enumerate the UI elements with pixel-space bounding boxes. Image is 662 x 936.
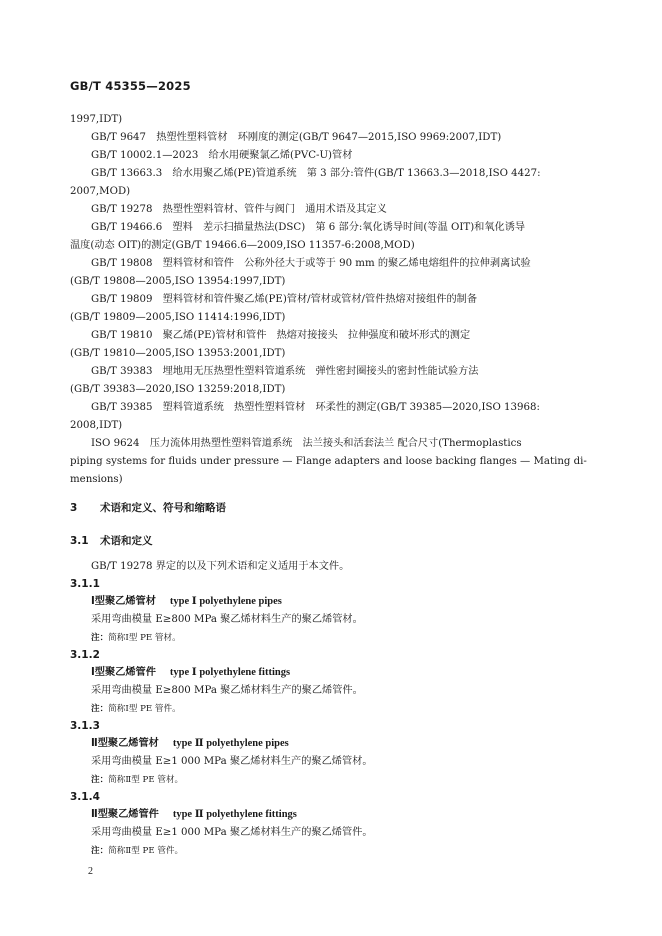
reference-line: piping systems for fluids under pressure — Flange adapters and loose backing flanges — Mating di- [70,456,587,467]
reference-line: GB/T 9647 热塑性塑料管材 环刚度的测定(GB/T 9647—2015,ISO 9969:2007,IDT) [91,132,502,143]
term-definition: 采用弯曲模量 E≥1 000 MPa 聚乙烯材料生产的聚乙烯管材。 [91,756,373,767]
term-note [70,842,592,860]
reference-line: (GB/T 19809—2005,ISO 11414:1996,IDT) [70,312,286,323]
note-text: 简称Ⅱ型 PE 管件。 [108,846,184,856]
reference-line: 1997,IDT) [70,114,123,125]
term-zh: Ⅱ型聚乙烯管件 [91,809,159,820]
term-note [70,771,592,789]
term-zh: Ⅰ型聚乙烯管件 [91,667,156,678]
section-3-heading [70,500,226,515]
term-entry [70,788,592,860]
note-text: 简称Ⅱ型 PE 管材。 [108,775,184,785]
note-text: 简称Ⅰ型 PE 管材。 [108,633,181,643]
term-title [70,735,592,753]
reference-line: 温度(动态 OIT)的测定(GB/T 19466.6—2009,ISO 11357-6:2008,MOD) [70,240,415,251]
term-number: 3.1.1 [70,578,100,590]
reference-line: GB/T 19809 塑料管材和管件聚乙烯(PE)管材/管材或管材/管件热熔对接组件的制备 [91,294,478,305]
note-text: 简称Ⅰ型 PE 管件。 [108,704,181,714]
note-label: 注： [91,775,109,785]
note-label: 注： [91,704,109,714]
term-definition: 采用弯曲模量 E≥800 MPa 聚乙烯材料生产的聚乙烯管件。 [91,685,363,696]
section-number: 3 [70,502,78,514]
normative-references-list [70,111,592,489]
term-definition: 采用弯曲模量 E≥800 MPa 聚乙烯材料生产的聚乙烯管材。 [91,614,363,625]
document-header-id: GB/T 45355—2025 [70,79,191,93]
term-definition: 采用弯曲模量 E≥1 000 MPa 聚乙烯材料生产的聚乙烯管件。 [91,827,373,838]
reference-line: GB/T 19810 聚乙烯(PE)管材和管件 热熔对接接头 拉伸强度和破坏形式的测定 [91,330,471,341]
note-label: 注： [91,633,109,643]
reference-line: GB/T 10002.1—2023 给水用硬聚氯乙烯(PVC-U)管材 [91,150,353,161]
term-zh: Ⅰ型聚乙烯管材 [91,596,156,607]
term-number: 3.1.2 [70,649,100,661]
term-en: type Ⅱ polyethylene pipes [172,738,289,749]
section-number: 3.1 [70,535,89,547]
page-number: 2 [88,866,93,877]
term-note [70,629,592,647]
reference-line: GB/T 19808 塑料管材和管件 公称外径大于或等于 90 mm 的聚乙烯电熔组件的拉伸剥离试验 [91,258,531,269]
section-3-1-heading [70,533,153,548]
term-zh: Ⅱ型聚乙烯管材 [91,738,159,749]
reference-line: GB/T 39383 埋地用无压热塑性塑料管道系统 弹性密封圈接头的密封性能试验方法 [91,366,479,377]
reference-line: (GB/T 19810—2005,ISO 13953:2001,IDT) [70,348,286,359]
reference-line: (GB/T 19808—2005,ISO 13954:1997,IDT) [70,276,286,287]
reference-line: GB/T 39385 塑料管道系统 热塑性塑料管材 环柔性的测定(GB/T 39385—2020,ISO 13968: [91,402,540,413]
term-number: 3.1.4 [70,791,100,803]
reference-line: GB/T 19278 热塑性塑料管材、管件与阀门 通用术语及其定义 [91,204,387,215]
note-label: 注： [91,846,109,856]
term-entry [70,646,592,718]
term-title [70,806,592,824]
section-intro-text: GB/T 19278 界定的以及下列术语和定义适用于本文件。 [91,561,350,572]
term-en: type Ⅰ polyethylene fittings [169,667,291,678]
reference-line: ISO 9624 压力流体用热塑性塑料管道系统 法兰接头和活套法兰 配合尺寸(Thermoplastics [91,438,522,449]
term-note [70,700,592,718]
reference-line: GB/T 19466.6 塑料 差示扫描量热法(DSC) 第 6 部分:氧化诱导时间(等温 OIT)和氧化诱导 [91,222,526,233]
reference-line: 2007,MOD) [70,186,131,197]
reference-line: GB/T 13663.3 给水用聚乙烯(PE)管道系统 第 3 部分:管件(GB/T 13663.3—2018,ISO 4427: [91,168,541,179]
term-title [70,593,592,611]
reference-line: (GB/T 39383—2020,ISO 13259:2018,IDT) [70,384,286,395]
term-title [70,664,592,682]
reference-line: mensions) [70,474,123,485]
term-entry [70,575,592,647]
term-en: type Ⅰ polyethylene pipes [169,596,282,607]
term-en: type Ⅱ polyethylene fittings [172,809,297,820]
term-entry [70,717,592,789]
reference-line: 2008,IDT) [70,420,123,431]
section-title: 术语和定义、符号和缩略语 [100,502,226,514]
section-title: 术语和定义 [100,535,153,547]
term-number: 3.1.3 [70,720,100,732]
